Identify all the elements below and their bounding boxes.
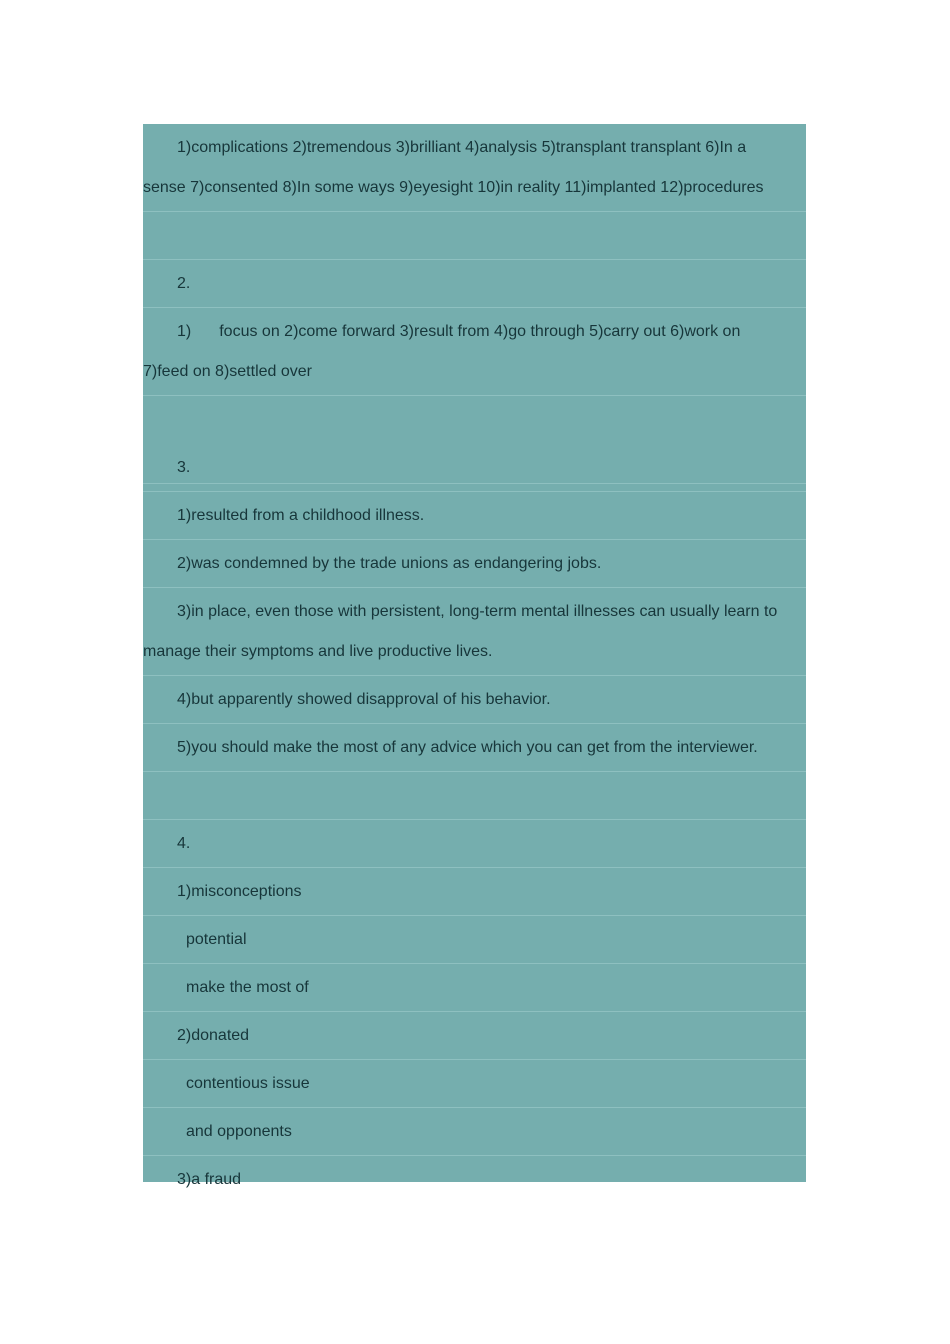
section-4-item-1-sub-1-row xyxy=(143,916,806,964)
section-4-item-3-row xyxy=(143,1156,806,1188)
section-3-heading: 3. xyxy=(177,459,191,476)
section-4-item-3: 3)a fraud xyxy=(177,1171,242,1188)
section-4-item-1: 1)misconceptions xyxy=(177,883,302,900)
section-1-line-1 xyxy=(143,128,806,168)
section-3-item-4: 4)but apparently showed disapproval of his behavior. xyxy=(177,691,551,708)
section-3-item-4-row xyxy=(143,676,806,724)
section-3-item-1: 1)resulted from a childhood illness. xyxy=(177,507,425,524)
section-4-heading: 4. xyxy=(177,835,191,852)
section-4-heading-row xyxy=(143,820,806,868)
section-4-item-2-sub-1-row xyxy=(143,1060,806,1108)
blank-row xyxy=(143,772,806,820)
section-3-item-3-row xyxy=(143,588,806,676)
section-3-item-1-row xyxy=(143,492,806,540)
section-4-item-1-sub-2: make the most of xyxy=(186,979,309,996)
section-1-line-1-text: 1)complications 2)tremendous 3)brilliant 4)analysis 5)transplant transplant 6)In a xyxy=(177,139,747,156)
section-2-item-text: focus on 2)come forward 3)result from 4)go through 5)carry out 6)work on xyxy=(219,323,741,340)
answer-key-panel xyxy=(143,124,806,1188)
section-3-item-5-row xyxy=(143,724,806,772)
section-3-item-5: 5)you should make the most of any advice which you can get from the interviewer. xyxy=(177,739,758,756)
section-4-item-1-sub-1: potential xyxy=(186,931,247,948)
section-3-item-3-line-2: manage their symptoms and live productive lives. xyxy=(143,643,493,660)
section-2-item-number: 1) xyxy=(177,323,192,340)
section-2-answers xyxy=(143,308,806,396)
section-4-item-2-sub-2: and opponents xyxy=(186,1123,292,1140)
section-4-item-1-row xyxy=(143,868,806,916)
section-3-item-3-line-1: 3)in place, even those with persistent, long-term mental illnesses can usually learn to xyxy=(177,603,778,620)
section-2-heading: 2. xyxy=(177,275,191,292)
section-2-line-1 xyxy=(143,312,806,352)
section-2-heading-row xyxy=(143,260,806,308)
section-4-item-1-sub-2-row xyxy=(143,964,806,1012)
section-3-heading-row xyxy=(143,444,806,492)
blank-row xyxy=(143,212,806,260)
section-1-line-2: sense 7)consented 8)In some ways 9)eyesight 10)in reality 11)implanted 12)procedures xyxy=(143,179,764,196)
section-4-item-2-sub-2-row xyxy=(143,1108,806,1156)
section-3-item-2-row xyxy=(143,540,806,588)
section-4-item-2-sub-1: contentious issue xyxy=(186,1075,310,1092)
section-2-line-2: 7)feed on 8)settled over xyxy=(143,363,312,380)
section-1-answers xyxy=(143,124,806,212)
section-4-item-2: 2)donated xyxy=(177,1027,250,1044)
section-4-item-2-row xyxy=(143,1012,806,1060)
section-3-item-2: 2)was condemned by the trade unions as endangering jobs. xyxy=(177,555,602,572)
